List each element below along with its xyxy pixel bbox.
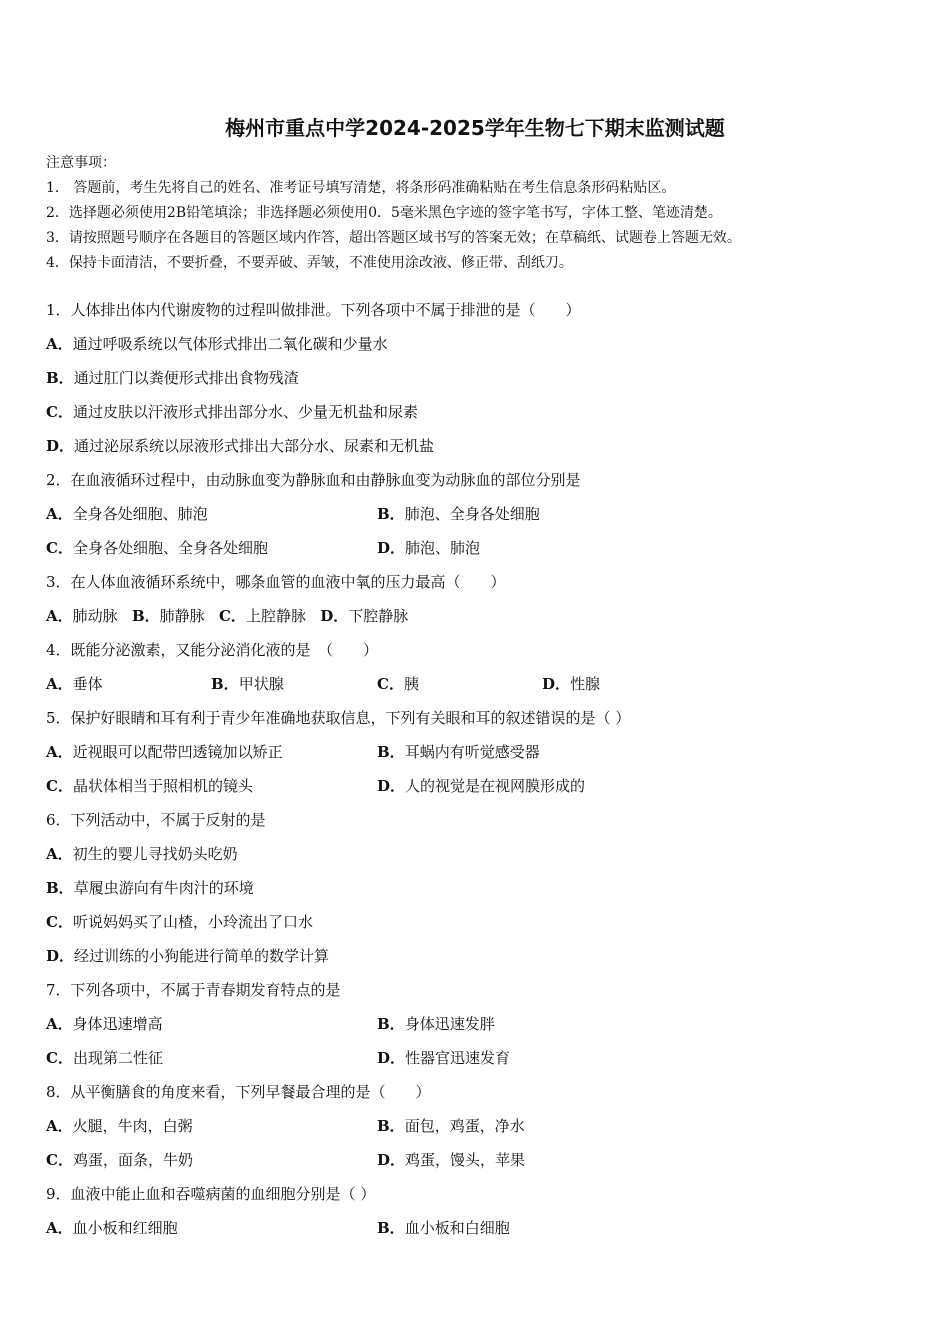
option-label: B． xyxy=(377,1219,405,1237)
option-label: D． xyxy=(377,1151,406,1169)
question-8-options-row-1 xyxy=(46,1112,916,1146)
option-text: 通过皮肤以汗液形式排出部分水、少量无机盐和尿素 xyxy=(72,403,418,421)
option-text: 甲状腺 xyxy=(238,675,284,693)
option-label: C． xyxy=(46,777,73,795)
option-label: A． xyxy=(46,1117,73,1135)
option-label: D． xyxy=(46,437,75,455)
question-4-stem: 4．既能分泌激素，又能分泌消化液的是 （ ） xyxy=(46,641,379,659)
question-3-stem: 3．在人体血液循环系统中，哪条血管的血液中氧的压力最高（ ） xyxy=(46,573,506,591)
option-label: A． xyxy=(46,607,73,625)
option-label: B． xyxy=(377,743,405,761)
question-9-option-b xyxy=(377,1214,510,1242)
option-label: A． xyxy=(46,335,73,353)
option-text: 全身各处细胞、全身各处细胞 xyxy=(72,539,268,557)
question-7-option-c xyxy=(46,1044,163,1072)
option-label: A． xyxy=(46,845,73,863)
option-text: 经过训练的小狗能进行简单的数学计算 xyxy=(74,947,330,965)
question-5-option-d xyxy=(377,772,585,800)
option-text: 全身各处细胞、肺泡 xyxy=(72,505,208,523)
option-text: 出现第二性征 xyxy=(72,1049,163,1067)
question-2-option-d xyxy=(377,534,480,562)
option-label: D． xyxy=(320,607,349,625)
option-label: C． xyxy=(46,1151,73,1169)
option-label: D． xyxy=(377,777,406,795)
question-6-stem: 6．下列活动中，不属于反射的是 xyxy=(46,811,266,829)
option-text: 肺动脉 xyxy=(72,607,118,625)
option-text: 火腿，牛肉，白粥 xyxy=(72,1117,193,1135)
option-label: C． xyxy=(46,403,73,421)
option-text: 草履虫游向有牛肉汁的环境 xyxy=(73,879,254,897)
option-text: 性器官迅速发育 xyxy=(405,1049,511,1067)
option-text: 鸡蛋，面条，牛奶 xyxy=(72,1151,193,1169)
option-label: D． xyxy=(377,539,406,557)
question-8-option-d xyxy=(377,1146,525,1174)
question-4-option-a xyxy=(46,670,103,698)
question-3-option-d xyxy=(320,607,408,625)
question-1-option-b xyxy=(46,364,916,398)
question-6-option-c xyxy=(46,908,916,942)
option-label: B． xyxy=(377,1117,405,1135)
question-7-option-a xyxy=(46,1010,163,1038)
question-4-options-row xyxy=(46,670,916,704)
notes-heading: 注意事项： xyxy=(46,155,116,171)
option-label: C． xyxy=(218,607,246,625)
option-text: 身体迅速发胖 xyxy=(404,1015,495,1033)
option-label: D． xyxy=(542,675,571,693)
question-5-stem: 5．保护好眼睛和耳有利于青少年准确地获取信息，下列有关眼和耳的叙述错误的是（ ） xyxy=(46,709,631,727)
option-text: 肺静脉 xyxy=(159,607,205,625)
question-5-options-row-2 xyxy=(46,772,916,806)
option-label: C． xyxy=(46,539,73,557)
question-1-option-d xyxy=(46,432,916,466)
note-item: 1． 答题前，考生先将自己的姓名、准考证号填写清楚，将条形码准确粘贴在考生信息条形码粘贴区。 xyxy=(46,180,676,196)
question-7-option-d xyxy=(377,1044,510,1072)
option-label: B． xyxy=(131,607,160,625)
question-3-options-row xyxy=(46,602,916,636)
option-text: 初生的婴儿寻找奶头吃奶 xyxy=(72,845,238,863)
question-1-option-a xyxy=(46,330,916,364)
option-label: B． xyxy=(211,675,239,693)
question-5-option-b xyxy=(377,738,540,766)
option-label: A． xyxy=(46,1015,73,1033)
option-text: 面包，鸡蛋，净水 xyxy=(404,1117,525,1135)
option-text: 晶状体相当于照相机的镜头 xyxy=(72,777,253,795)
question-4-option-c xyxy=(377,670,419,698)
option-label: B． xyxy=(46,879,74,897)
question-2-stem: 2．在血液循环过程中，由动脉血变为静脉血和由静脉血变为动脉血的部位分别是 xyxy=(46,471,581,489)
question-7-option-b xyxy=(377,1010,495,1038)
question-7-options-row-1 xyxy=(46,1010,916,1044)
question-8-option-b xyxy=(377,1112,525,1140)
question-8-stem: 8．从平衡膳食的角度来看，下列早餐最合理的是（ ） xyxy=(46,1083,431,1101)
question-5-options-row-1 xyxy=(46,738,916,772)
question-6-option-d xyxy=(46,942,916,976)
option-text: 人的视觉是在视网膜形成的 xyxy=(405,777,586,795)
question-8-option-c xyxy=(46,1146,193,1174)
question-2-option-b xyxy=(377,500,540,528)
note-item: 3．请按照题号顺序在各题目的答题区域内作答，超出答题区域书写的答案无效；在草稿纸、试题卷上答题无效。 xyxy=(46,230,741,246)
question-8-options-row-2 xyxy=(46,1146,916,1180)
question-3-option-b xyxy=(132,607,205,625)
option-text: 肺泡、全身各处细胞 xyxy=(404,505,540,523)
option-text: 通过泌尿系统以尿液形式排出大部分水、尿素和无机盐 xyxy=(74,437,435,455)
option-label: D． xyxy=(377,1049,406,1067)
question-2-options-row-1 xyxy=(46,500,916,534)
option-label: C． xyxy=(46,913,73,931)
question-5-option-a xyxy=(46,738,283,766)
question-list xyxy=(46,296,916,1248)
question-9-stem: 9．血液中能止血和吞噬病菌的血细胞分别是（ ） xyxy=(46,1185,376,1203)
option-text: 鸡蛋，馒头，苹果 xyxy=(405,1151,526,1169)
option-text: 肺泡、肺泡 xyxy=(405,539,481,557)
option-label: C． xyxy=(377,675,404,693)
option-label: B． xyxy=(46,369,74,387)
option-label: C． xyxy=(46,1049,73,1067)
question-7-stem: 7．下列各项中，不属于青春期发育特点的是 xyxy=(46,981,341,999)
question-9-options-row-1 xyxy=(46,1214,916,1248)
option-label: A． xyxy=(46,743,73,761)
question-1-stem: 1．人体排出体内代谢废物的过程叫做排泄。下列各项中不属于排泄的是（ ） xyxy=(46,301,581,319)
note-item: 4．保持卡面清洁，不要折叠，不要弄破、弄皱，不准使用涂改液、修正带、刮纸刀。 xyxy=(46,255,573,271)
question-3-option-a xyxy=(46,607,118,625)
option-text: 通过呼吸系统以气体形式排出二氧化碳和少量水 xyxy=(72,335,388,353)
option-text: 身体迅速增高 xyxy=(72,1015,163,1033)
question-6-option-a xyxy=(46,840,916,874)
question-9-option-a xyxy=(46,1214,178,1242)
option-text: 血小板和白细胞 xyxy=(404,1219,510,1237)
page-title: 梅州市重点中学2024-2025学年生物七下期末监测试题 xyxy=(225,116,725,140)
option-text: 上腔静脉 xyxy=(245,607,306,625)
option-label: B． xyxy=(377,505,405,523)
question-2-option-c xyxy=(46,534,268,562)
question-8-option-a xyxy=(46,1112,193,1140)
question-3-option-c xyxy=(219,607,306,625)
option-label: A． xyxy=(46,505,73,523)
question-2-option-a xyxy=(46,500,208,528)
option-label: B． xyxy=(377,1015,405,1033)
option-text: 性腺 xyxy=(570,675,601,693)
option-text: 通过肛门以粪便形式排出食物残渣 xyxy=(73,369,299,387)
option-text: 胰 xyxy=(403,675,419,693)
question-6-option-b xyxy=(46,874,916,908)
question-5-option-c xyxy=(46,772,253,800)
question-7-options-row-2 xyxy=(46,1044,916,1078)
option-label: A． xyxy=(46,675,73,693)
question-4-option-b xyxy=(211,670,284,698)
option-text: 下腔静脉 xyxy=(348,607,409,625)
option-text: 垂体 xyxy=(72,675,103,693)
question-1-option-c xyxy=(46,398,916,432)
question-2-options-row-2 xyxy=(46,534,916,568)
option-text: 听说妈妈买了山楂，小玲流出了口水 xyxy=(72,913,313,931)
option-text: 血小板和红细胞 xyxy=(72,1219,178,1237)
notes-section xyxy=(46,151,916,276)
option-text: 耳蜗内有听觉感受器 xyxy=(404,743,540,761)
option-label: D． xyxy=(46,947,75,965)
note-item: 2．选择题必须使用2B铅笔填涂；非选择题必须使用0．5毫米黑色字迹的签字笔书写，字体工整、笔迹清楚。 xyxy=(46,205,722,221)
option-text: 近视眼可以配带凹透镜加以矫正 xyxy=(72,743,283,761)
question-4-option-d xyxy=(542,670,600,698)
option-label: A． xyxy=(46,1219,73,1237)
